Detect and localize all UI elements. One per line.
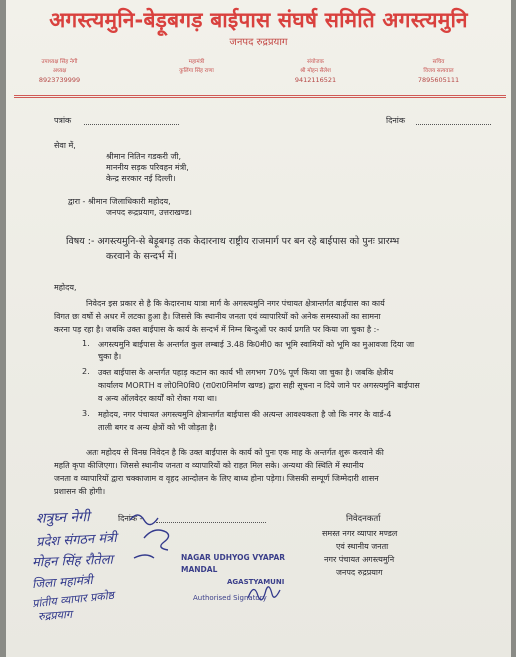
member-block [391,58,486,85]
recipient-line: माननीय सड़क परिवहन मंत्री, [106,163,189,172]
recipient-line: केन्द्र सरकार नई दिल्ली। [106,174,176,183]
body-line: जनता व व्यापारियों द्वारा चक्काजाम व वृहद आन्दोलन के लिए बाध्य होना पड़ेगा। जिसकी सम्पूर्ण जिम्मेदारी शासन [54,474,379,483]
member-name: श्री मोहन सैलेश [300,68,331,74]
handwritten-line: प्रांतीय व्यापार प्रकोष्ठ [31,588,115,611]
point-line: व अन्य ऑलवेदर कार्यों को रोका गया था। [98,394,218,403]
point-line: चुका है। [98,352,122,361]
member-name: अध्यक्ष [52,68,67,74]
handwritten-line: प्रदेश संगठन मंत्री [35,530,118,551]
handwritten-line: शत्रुघ्न नेगी [35,509,90,527]
letterhead-subtitle: जनपद रुद्रप्रयाग [229,37,288,48]
through-label: द्वारा - श्रीमान जिलाधिकारी महोदय, [68,197,171,206]
member-name: कुलिंगा सिंह राणा [179,68,214,74]
sender-line: एवं स्थानीय जनता [336,542,389,551]
handwritten-line: मोहन सिंह रौतेला [31,552,114,571]
member-name: विजय सत्यवाल [423,68,454,74]
body-line: करना पड़ रहा है। जबकि उक्त बाईपास के कार्य के सन्दर्भ में निम्न बिन्दुओं पर कार्य प्रगति पर किया जा चुका है :- [54,325,380,334]
sender-line: नगर पंचायत अगस्त्यमुनि [324,555,395,564]
body-line: निवेदन इस प्रकार से है कि केदारनाथ यात्रा मार्ग के अगस्त्यमुनि नगर पंचायत क्षेत्रान्तर्गत बाईपास का कार्य [86,299,385,308]
letterhead-rule [14,95,506,96]
subject-line: करवाने के सन्दर्भ में। [106,251,177,262]
member-phone: 7895605111 [417,76,460,84]
member-block [12,58,107,85]
salutation: महोदय, [54,283,77,292]
recipient-label: सेवा में, [54,141,76,150]
handwritten-line: रुद्रप्रयाग [37,607,73,624]
point-number: 3. [82,409,90,418]
point-line: अगस्त्यमुनि बाईपास के अन्तर्गत कुल लम्बाई 3.48 कि0मी0 का भूमि स्वामियों को भूमि का मुआवजा दिया जा [98,340,415,349]
letter-page [6,0,511,657]
body-line: विगत छः वर्षो से अधर में लटका हुआ है। जिससे कि स्थानीय जनता एवं व्यापारियों को अनेक समस्याओं का सामना [54,312,381,321]
point-number: 2. [82,367,90,376]
ref-label: पत्रांक [54,116,72,125]
ref-dotted-line [84,124,179,125]
member-role: सचिव [432,59,445,65]
senders-title: निवेदनकर्ता [346,514,381,524]
member-role: संयोजक [307,59,324,65]
through-line: जनपद रूद्रप्रयाग, उत्तराखण्ड। [106,208,192,217]
member-role: उपाध्यक्ष सिंह नेगी [41,59,78,65]
member-block [268,58,363,85]
stamp-signature-scribble [244,580,284,606]
member-phone: 9412116521 [294,76,337,84]
date-dotted-line [416,124,491,125]
point-line: उक्त बाईपास के अन्तर्गत पहाड़ कटान का कार्य भी लगभग 70% पूर्ण किया जा चुका है। जबकि क्षेत्रीय [98,368,394,377]
member-role: महामंत्री [188,59,205,65]
date-label: दिनांक [386,116,405,125]
recipient-line: श्रीमान नितिन गडकरी जी, [106,152,182,161]
point-number: 1. [82,339,90,348]
member-phone: 8923739999 [38,76,81,84]
letterhead-rule [14,97,506,98]
signature-scribble [126,508,186,578]
body-line: अतः महोदय से विनम्र निवेदन है कि उक्त बाईपास के कार्य को पुनः एक माह के अन्तर्गत शुरू करवाने की [86,448,384,457]
point-line: कार्यालय MORTH व लो0नि0वि0 (रा0रा0निर्माण खण्ड) द्वारा सही सूचना न दिये जाने पर अगस्त्यमुनि बाईपास [98,381,420,390]
subject-line: विषय :- अगस्त्यमुनि-से बेड़ूबगड़ तक केदारनाथ राष्ट्रीय राजमार्ग पर बन रहे बाईपास को पुनः प्रारम्भ [66,236,400,247]
stamp-line: NAGAR UDHYOG VYAPAR MANDAL [181,553,286,574]
point-line: महोदय, नगर पंचायत अगस्त्यमुनि क्षेत्रान्तर्गत बाईपास की अत्यन्त आवश्यकता है जो कि नगर के वार्ड-4 [98,410,392,419]
sender-line: समस्त नगर व्यापार मण्डल [322,529,398,538]
letterhead-title: अगस्त्यमुनि-बेड़ूबगड़ बाईपास संघर्ष समिति अगस्त्यमुनि [49,8,468,32]
sender-line: जनपद रुद्रप्रयाग [336,568,383,577]
stamp-line: Authorised Signatory [193,594,267,602]
closing-date-label: दिनांक - [118,514,143,523]
point-line: ताली बगर व अन्य क्षेत्रों को भी जोड़ता है। [98,423,217,432]
stamp-line: AGASTYAMUNI [227,578,285,586]
handwritten-line: जिला महामंत्री [31,572,94,592]
body-line: महति कृपा कीजिएगा। जिससे स्थानीय जनता व व्यापारियों को राहत मिल सके। अन्यथा की स्थिति में स्थानीय [54,461,364,470]
body-line: प्रशासन की होगी। [54,487,106,496]
member-block [149,58,244,76]
